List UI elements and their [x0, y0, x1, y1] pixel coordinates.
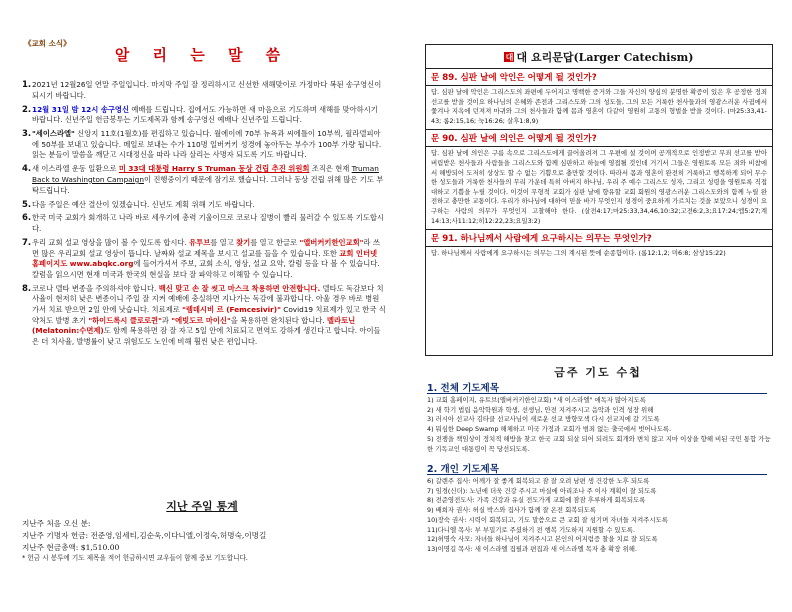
prayer-section2-list — [427, 477, 771, 555]
announcement-item — [22, 284, 386, 348]
stats-title: 지난 주일 통계 — [166, 500, 238, 513]
catechism-title — [426, 49, 772, 65]
announcement-list — [22, 80, 386, 351]
announcement-number: 1. — [22, 80, 32, 90]
announcement-text: 예배를 드립니다. 집에서도 가능하면 새 마음으로 기도하며 새해를 맞아하시기 바랍니다. 신년주일 헌금봉투는 기도제목과 함께 송구영신 예배나 신년주일 드립니다. — [32, 104, 378, 125]
announcement-text: 를 열고 — [210, 238, 237, 248]
prayer-title: 금주 기도 수첩 — [554, 366, 642, 379]
announcement-text: 새 이스라엘 운동 일환으로 — [32, 164, 119, 174]
announcement-number: 7. — [22, 238, 32, 249]
prayer-item: 12)허명숙 사모: 자녀들 하나님이 지켜주시고 본인의 어지럼증 찰을 치료 잘 되도록 — [427, 535, 658, 544]
announcement-text: 유투브 — [189, 238, 211, 248]
prayer-item: 4) 뭐심한 Deep Swamp 해체하고 미국 가정과 교회가 범죄 없는 출국에서 벗어나도록. — [427, 425, 672, 434]
announcement-number: 8. — [22, 283, 32, 294]
announcement-text: 코로나 델타 변종을 주의하셔야 합니다. — [32, 283, 159, 293]
catechism-answer: 답. 심판 날에 악인은 그리스도의 좌편에 두어지고 명백한 증거와 그들 자신의 양심의 분명한 확증이 있은 후 공정한 정죄 선고를 받을 것이요 하나님의 은혜와 존전과 그리스도와 그의 성도들, 그의 모든 거룩한 천사들과의 영광스러운 사귐에서 쫓겨나 지옥에 던져져 마귀와 그의 천사들과 함께 몸과 영혼이 다같이 영원히 고통의 형벌을 받을 것이다. (마25:33,41-43; 롬2:15,16; 눅16:26; 살후1:8,9) — [431, 88, 767, 125]
prayer-section1-list — [427, 396, 771, 454]
prayer-item: 13)이명길 목사: 새 이스라엘 집필과 편집과 새 이스라엘 목자 충 확장 위해. — [427, 544, 638, 553]
announcement-text: 과 — [161, 315, 172, 325]
announcement-item — [22, 213, 386, 234]
prayer-item: 6) 갈렌주 집사: 어깨가 잘 좋게 회복되고 잠 잘 오려 남편 생 건강한 노후 되도록 — [427, 477, 650, 485]
announcement-text: 을 복용하면 완치된다 합니다. — [230, 315, 327, 325]
prayer-item: 7) 임경(신더): 노년에 더욱 건강 주시고 마실에 아리조나 주 이사 계획이 잘 되도록 — [427, 486, 657, 495]
announcement-text: 도 함께 복용하면 잠 잘 자고 5일 안에 치료되고 면역도 강하게 생긴다고 합니다. 아이들은 더 치사율, 발병률이 낮고 위험도도 노인에 비해 훨씬 낮은 편입니다. — [32, 326, 381, 346]
announcement-number: 3. — [22, 129, 32, 140]
catechism-question: 문 91. 하나님께서 사람에게 요구하시는 의무는 무엇인가? — [426, 229, 772, 247]
announcement-text: 조직은 현재 — [309, 164, 352, 174]
prayer-section1-title: 1. 전체 기도제목 — [427, 383, 499, 394]
stats-first-visitors: 지난주 처음 오신 분: — [22, 519, 91, 528]
catechism-badge-icon: 대 — [505, 52, 514, 62]
announcement-text: Truman Back to Washington Campaign — [32, 164, 379, 184]
prayer-item: 2) 새 학기 법립 음악학원과 학생, 선생님, 안전 지켜주시고 음악과 인격 성장 위해 — [427, 405, 654, 414]
announcement-number: 2. — [22, 104, 32, 115]
announcement-text: Covid19 치료제가 있고 한국 식약처도 발병 초기 — [32, 305, 386, 325]
announcement-text: 미 33대 대통령 Harry S Truman 동상 건립 추진 위원회 — [118, 164, 310, 174]
catechism-box — [425, 44, 773, 356]
announcement-number: 4. — [22, 164, 32, 175]
page-title: 알 리 는 말 씀 — [114, 46, 290, 64]
announcement-text: 라 쓰면 많은 우리교회 설교 영상이 뜹니다. 날짜와 설교 제목을 보시고 설교를 들을 수 있습니다. 또한 — [32, 238, 380, 258]
catechism-question: 문 90. 심판 날에 의인은 어떻게 될 것인가? — [426, 129, 772, 147]
section-tag: 《교회 소식》 — [24, 39, 71, 48]
prayer-item: 3) 러시아 선교사 김타클 선교사님이 새로운 선교 방향모색 다시 선교지에 갈 기도록 — [427, 415, 660, 424]
announcement-text: 백신 맞고 손 잘 씻고 마스크 착용하면 안전합니다. — [158, 283, 321, 293]
catechism-items — [426, 68, 772, 262]
announcement-text: 신앙지 11호(1월호)를 편집하고 있습니다. 월에이에 70부 뉴욕과 씨에틀이 10부씩, 필라델피아에 50부를 보내고 있습니다. 메일로 보내는 수가 110명 일버커키 성경에 놓아두는 부수가 100부 가량 됩니다. 읽는 분들이 말씀을 깨닫고 시대정신을 따라 나라 살리는 사명자 되도록 기도 바랍니다. — [32, 129, 382, 160]
section-divider — [427, 474, 767, 475]
announcement-text: 멜라토닌(Melatonin:수면제) — [32, 315, 356, 336]
prayer-item: 1) 교회 홈페이지, 유트브(앨버커키한인교회) "새 이스라엘" 애독자 많아지도록 — [427, 396, 646, 404]
announcement-text: 교회 인터넷 홈페이지도 www.abqkc.org — [32, 248, 378, 269]
announcement-text: "세이스라엘" — [32, 129, 75, 139]
catechism-answer: 답. 하나님께서 사람에게 요구하시는 의무는 그의 계시된 뜻에 순종함이다. (롬12:1,2; 미6:8; 삼상15:22) — [431, 249, 726, 258]
prayer-item: 5) 전쟁을 책임상이 정치적 해방을 찾고 한국 교회 되살 되어 되려도 회개와 변치 않고 지마 이상을 향해 비된 국민 통합 가능한 기독교인 대통령이 꼭 당선되도록. — [427, 434, 771, 453]
announcement-item — [22, 164, 386, 196]
prayer-section2-title: 2. 개인 기도제목 — [427, 464, 499, 475]
announcement-text: 이 진행중이기 때문에 잠기로 했습니다. 그러나 동상 건립 위해 많은 기도 부탁드립니다. — [32, 174, 384, 195]
announcement-number: 5. — [22, 199, 32, 210]
announcement-text: "에빗도르 마이신" — [171, 315, 231, 325]
announcement-text: "하이드록시 클로로퀸" — [88, 315, 162, 325]
announcement-item — [22, 238, 386, 280]
announcement-text: 12월 31일 밤 12시 송구영신 — [32, 104, 130, 114]
announcement-item — [22, 105, 386, 126]
announcement-item — [22, 129, 386, 161]
announcement-text: 2021년 12월26일 연말 주일입니다. 마지막 주일 잘 정리하시고 신선한 새해맞이로 가정마다 복된 송구영신이 되시기 바랍니다. — [32, 80, 382, 100]
announcement-text: 찾기 — [236, 238, 251, 248]
section-divider — [427, 393, 767, 394]
stats-named-offering: 지난주 기명자 헌금: 전준영,임세티,김순욱,이다니엘,이정숙,허명숙,이명길 — [22, 530, 267, 540]
prayer-item: 8) 전준영전도사: 가족 건강과 유실 전도가게 교회에 잠잠 후루하게 회복되도록 — [427, 496, 646, 505]
prayer-item: 9) 배희자 권사: 허실 박스와 집사가 함께 잘 온전 회복되도록 — [427, 506, 596, 515]
stats-block — [22, 518, 382, 565]
announcement-text: "앨버커키한인교회" — [299, 238, 364, 248]
announcement-item — [22, 80, 386, 101]
announcement-text: 다음 주일은 예산 결산이 있겠습니다. 신년도 계획 위해 기도 바랍니다. — [32, 199, 255, 209]
prayer-item: 11)다니엘 목사: 부 부밀기로 주셨하기 전 행복 기도하지 지원할 수 있도록. — [427, 525, 635, 534]
announcement-text: 한국 미국 교회가 회개하고 나라 바로 세우기에 총력 기울이므로 코로나 질병이 빨리 물러갈 수 있도록 기도합시다. — [32, 213, 384, 234]
catechism-title-text: 대 요리문답(Larger Catechism) — [516, 51, 694, 64]
catechism-question: 문 89. 심판 날에 악인은 어떻게 될 것인가? — [426, 68, 772, 86]
catechism-answer: 답. 심판 날에 의인은 구름 속으로 그리스도에게 끌어올려져 그 우편에 설 것이며 공개적으로 인정받고 무죄 선고를 받아 버림받은 천사들과 사람들을 그리스도와 함께 심판하고 하늘에 영접될 것인데 거기서 그들은 영원토록 모든 죄와 비참에서 해방되어 도저히 상상도 할 수 없는 기쁨으로 충만할 것이다. 따라서 몸과 영혼이 완전히 거룩하고 행복하게 되어 무수한 성도들과 거룩한 천사들의 무리 가운데 특히 아버지 하나님, 우리 주 예수 그리스도 성자, 그리고 성령을 영원토록 직접 대하고 기쁨을 누릴 것이다. 이것이 무형적 교회가 심판 날에 향유할 교회 회원의 영광스러운 그리스도와의 함께 누릴 완전하고 충만한 교통이다. 우리가 하나님에 대하여 믿을 바가 무엇인지 성경이 중요하게 가르치는 것을 보았으니 성경이 요구하는 사람의 의무가 무엇인지 고찰해야 한다. (살전4:17;마25:33,34,46,10:32;고전6:2,3;요17:24;엡5:27;계14:13;사11:12;히12:22,23;요일3:2) — [431, 149, 767, 225]
stats-note: * 헌금 시 봉투에 기도 제목을 적어 헌금하시면 교우들이 함께 중보 기도합니다. — [22, 554, 248, 563]
announcement-text: 를 열고 한글로 — [250, 238, 300, 248]
prayer-item: 10)장숙 권사: 시력이 회복되고, 기도 말씀으로 큰 교회 잘 섬기며 자녀들 지켜주시도록 — [427, 515, 668, 524]
announcement-number: 6. — [22, 213, 32, 224]
announcement-item — [22, 200, 386, 211]
announcement-text: 우리 교회 설교 영상을 많이 볼 수 있도록 합시다. — [32, 238, 190, 248]
announcement-text: 델타도 독감보다 치사율이 현저히 낮은 변종이니 주일 잘 지켜 예배에 충실하면 지나가는 독감에 불과합니다. 아울 경우 바로 병원 가서 치료 받으면 2일 안에 낫습니다. 치료제로 — [32, 283, 384, 315]
announcement-text: "렘데시비 르 (Femcesivir)" — [182, 305, 281, 315]
stats-total-offering: 지난주 현금총액: $1,510.00 — [22, 542, 120, 552]
announcement-text: 에 들어가셔서 주보, 교회 소식, 영상, 설교 요약, 칼럼 등을 다 볼 수 있습니다. 칼럼을 읽으시면 현재 미국과 한국의 현실을 보다 잘 파악하고 이해할 수 있습니다. — [32, 259, 380, 279]
